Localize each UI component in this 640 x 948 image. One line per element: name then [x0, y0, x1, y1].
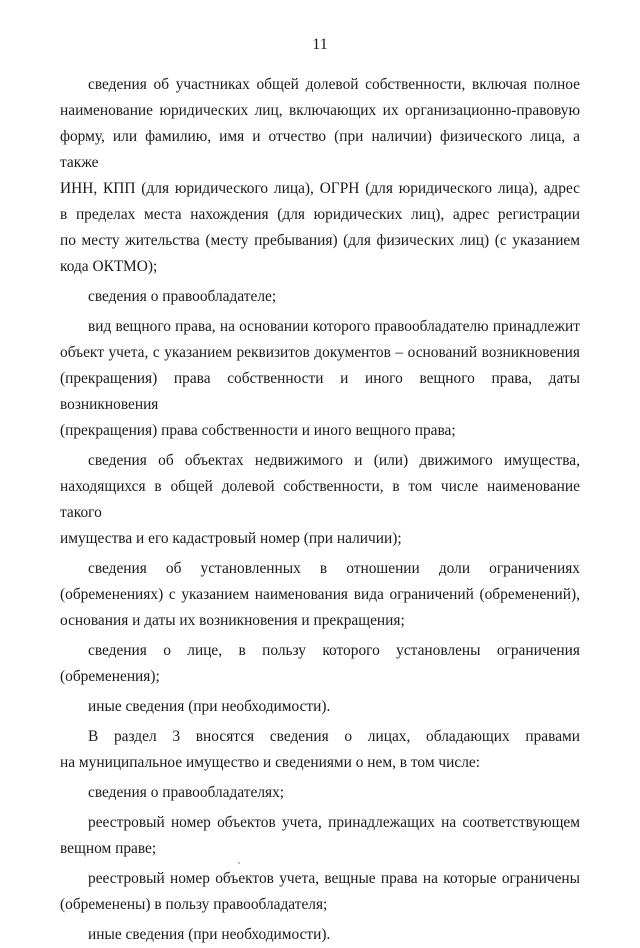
paragraph — [60, 694, 580, 720]
paragraph — [60, 922, 580, 948]
paragraph — [60, 72, 580, 280]
paragraph — [60, 638, 580, 690]
paragraph — [60, 810, 580, 862]
text-line: иные сведения (при необходимости). — [88, 698, 331, 715]
scan-speck — [238, 862, 240, 864]
text-line: вещном праве; — [60, 840, 157, 857]
text-line: имущества и его кадастровый номер (при наличии); — [60, 530, 402, 547]
text-line: наименование юридических лиц, включающих их организационно-правовую — [60, 102, 580, 119]
text-line: (обременениях) с указанием наименования вида ограничений (обременений), — [60, 586, 580, 603]
text-line: реестровый номер объектов учета, вещные права на которые ограничены — [88, 870, 580, 887]
text-line: на муниципальное имущество и сведениями о нем, в том числе: — [60, 754, 481, 771]
text-line: сведения о правообладателе; — [88, 288, 277, 305]
text-line: (прекращения) права собственности и иного вещного права; — [60, 422, 456, 439]
text-line: форму, или фамилию, имя и отчество (при наличии) физического лица, а также — [60, 128, 580, 171]
text-line: иные сведения (при необходимости). — [88, 926, 331, 943]
text-line: сведения о лице, в пользу которого установлены ограничения — [88, 642, 580, 659]
page-number: 11 — [312, 36, 328, 53]
text-line: (обременены) в пользу правообладателя; — [60, 896, 328, 913]
paragraph — [60, 866, 580, 918]
paragraph — [60, 724, 580, 776]
paragraph — [60, 284, 580, 310]
text-line: (обременения); — [60, 668, 160, 685]
text-line: находящихся в общей долевой собственности, в том числе наименование такого — [60, 478, 580, 521]
text-line: вид вещного права, на основании которого правообладателю принадлежит — [88, 318, 580, 335]
text-line: сведения о правообладателях; — [88, 784, 285, 801]
paragraph — [60, 314, 580, 444]
text-line: сведения об объектах недвижимого и (или) движимого имущества, — [88, 452, 580, 469]
paragraph — [60, 780, 580, 806]
document-body — [60, 72, 580, 948]
text-line: ИНН, КПП (для юридического лица), ОГРН (для юридического лица), адрес — [60, 180, 580, 197]
text-line: объект учета, с указанием реквизитов документов – оснований возникновения — [60, 344, 580, 361]
paragraph — [60, 448, 580, 552]
text-line: основания и даты их возникновения и прекращения; — [60, 612, 405, 629]
text-line: сведения об участниках общей долевой собственности, включая полное — [88, 76, 580, 93]
text-line: реестровый номер объектов учета, принадлежащих на соответствующем — [88, 814, 580, 831]
text-line: кода ОКТМО); — [60, 258, 158, 275]
text-line: сведения об установленных в отношении доли ограничениях — [88, 560, 580, 577]
text-line: (прекращения) права собственности и иного вещного права, даты возникновения — [60, 370, 580, 413]
paragraph — [60, 556, 580, 634]
text-line: В раздел 3 вносятся сведения о лицах, обладающих правами — [88, 728, 580, 745]
text-line: по месту жительства (месту пребывания) (для физических лиц) (с указанием — [60, 232, 580, 249]
text-line: в пределах места нахождения (для юридических лиц), адрес регистрации — [60, 206, 580, 223]
